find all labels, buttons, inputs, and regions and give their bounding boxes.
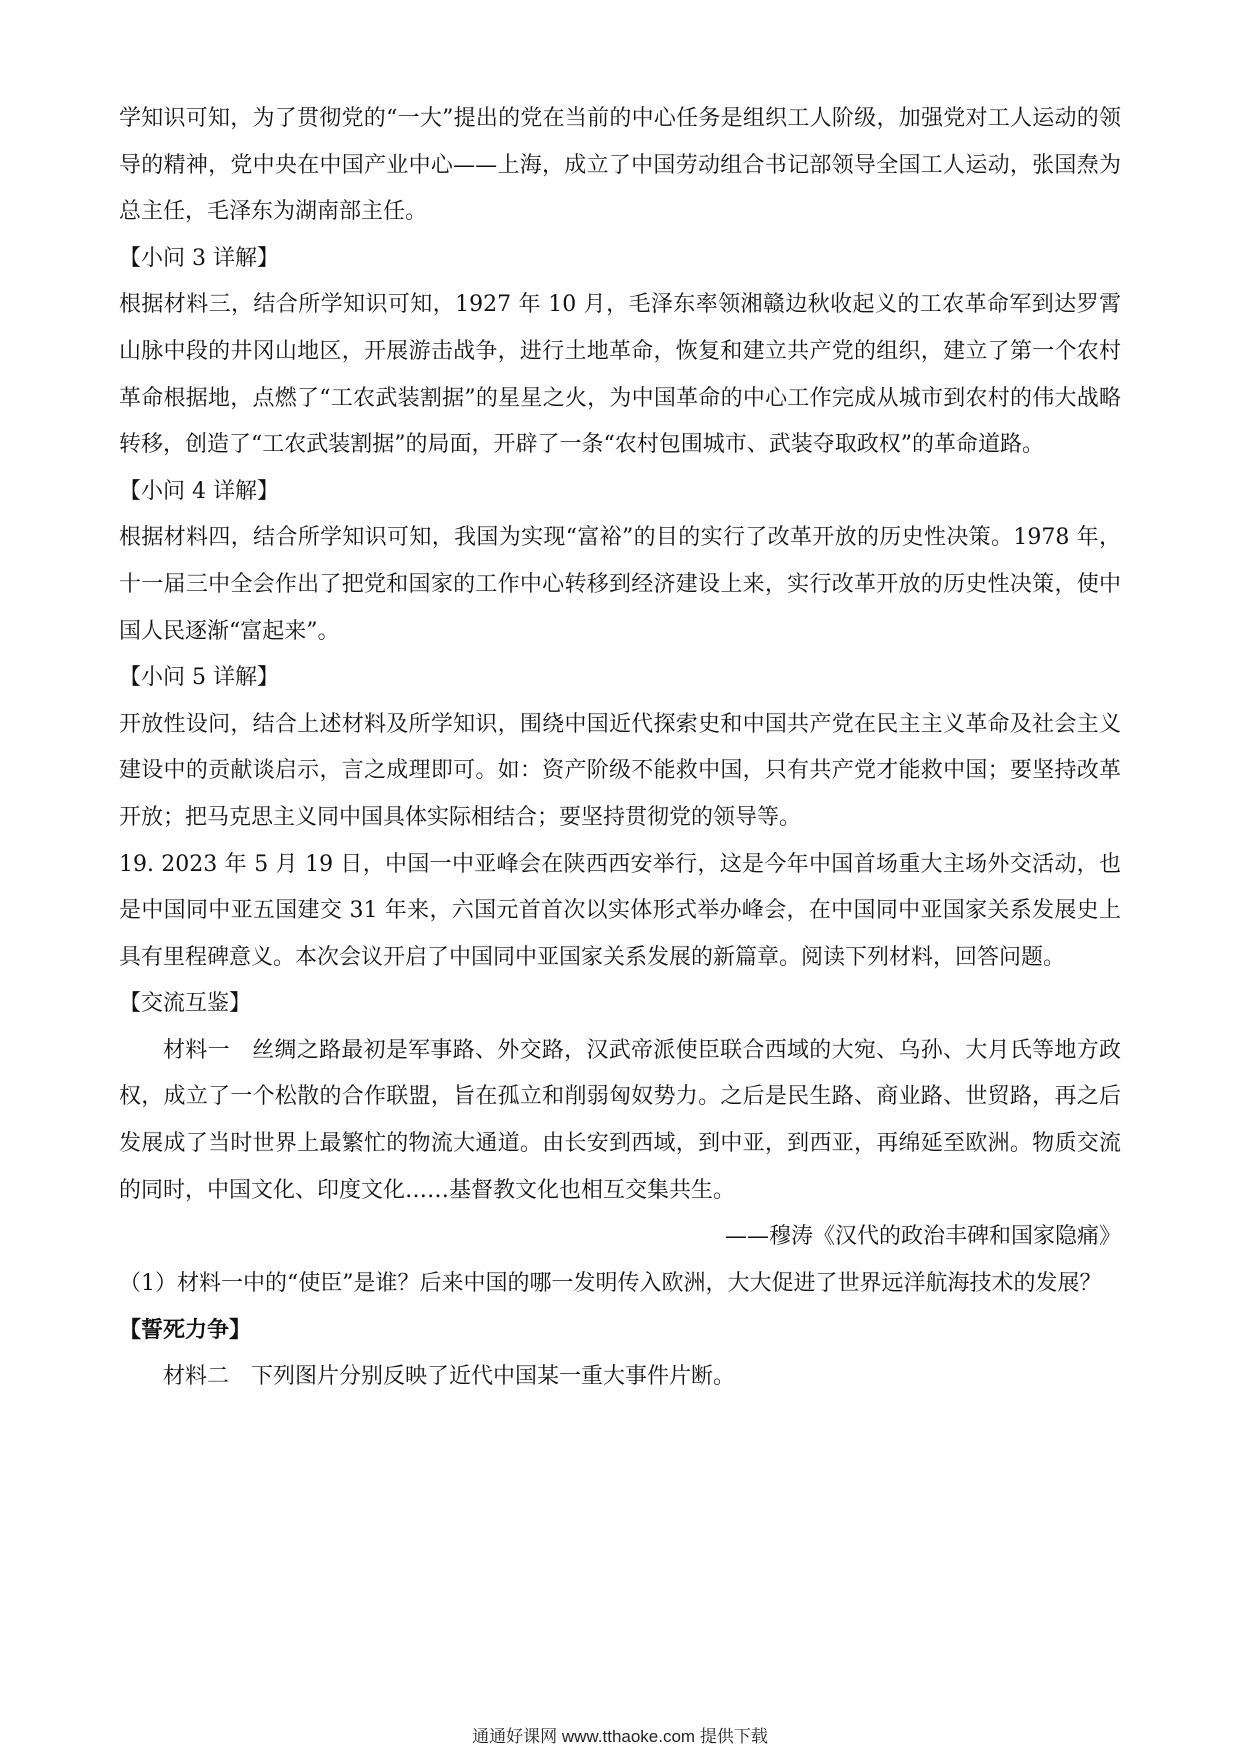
- q3-heading: 【小问 3 详解】: [119, 245, 279, 271]
- section-struggle-heading: 【誓死力争】: [119, 1317, 252, 1344]
- material-two: 材料二 下列图片分别反映了近代中国某一重大事件片断。: [163, 1364, 736, 1390]
- q5-heading: 【小问 5 详解】: [119, 665, 279, 691]
- material-one: 材料一 丝绸之路最初是军事路、外交路，汉武帝派使臣联合西域的大宛、乌孙、大月氏等地方政权，成立了一个松散的合作联盟，旨在孤立和削弱匈奴势力。之后是民生路、商业路、世贸路，再之后发展成了当时世界上最繁忙的物流大通道。由长安到西域，到中亚，到西亚，再绵延至欧洲。物质交流的同时，中国文化、印度文化……基督教文化也相互交集共生。: [119, 1037, 1121, 1203]
- material-one-source: ——穆涛《汉代的政治丰碑和国家隐痛》: [724, 1224, 1121, 1250]
- q4-answer: 根据材料四，结合所学知识可知，我国为实现“富裕”的目的实行了改革开放的历史性决策。1978 年，十一届三中全会作出了把党和国家的工作中心转移到经济建设上来，实行改革开放的历史性决策，使中国人民逐渐“富起来”。: [119, 525, 1121, 644]
- section-exchange-heading: 【交流互鉴】: [119, 991, 252, 1017]
- q4-heading: 【小问 4 详解】: [119, 478, 279, 504]
- sub-question-1: （1）材料一中的“使臣”是谁？后来中国的哪一发明传入欧洲，大大促进了世界远洋航海技术的发展？: [119, 1270, 1102, 1296]
- page-footer: 通通好课网 www.tthaoke.com 提供下载: [472, 1727, 768, 1746]
- intro-paragraph: 学知识可知，为了贯彻党的“一大”提出的党在当前的中心任务是组织工人阶级，加强党对工人运动的领导的精神，党中央在中国产业中心——上海，成立了中国劳动组合书记部领导全国工人运动，张国焘为总主任，毛泽东为湖南部主任。: [119, 106, 1121, 225]
- q3-answer: 根据材料三，结合所学知识可知，1927 年 10 月，毛泽东率领湘赣边秋收起义的工农革命军到达罗霄山脉中段的井冈山地区，开展游击战争，进行土地革命，恢复和建立共产党的组织，建立了第一个农村革命根据地，点燃了“工农武装割据”的星星之火，为中国革命的中心工作完成从城市到农村的伟大战略转移，创造了“工农武装割据”的局面，开辟了一条“农村包围城市、武装夺取政权”的革命道路。: [119, 292, 1121, 458]
- question-19-intro: 19. 2023 年 5 月 19 日，中国一中亚峰会在陕西西安举行，这是今年中国首场重大主场外交活动，也是中国同中亚五国建交 31 年来，六国元首首次以实体形式举办峰会，在中国同中亚国家关系发展史上具有里程碑意义。本次会议开启了中国同中亚国家关系发展的新篇章。阅读下列材料，回答问题。: [119, 851, 1121, 970]
- q5-answer: 开放性设问，结合上述材料及所学知识，围绕中国近代探索史和中国共产党在民主主义革命及社会主义建设中的贡献谈启示，言之成理即可。如：资产阶级不能救中国，只有共产党才能救中国；要坚持改革开放；把马克思主义同中国具体实际相结合；要坚持贯彻党的领导等。: [119, 711, 1121, 830]
- document-body: [119, 96, 1121, 1401]
